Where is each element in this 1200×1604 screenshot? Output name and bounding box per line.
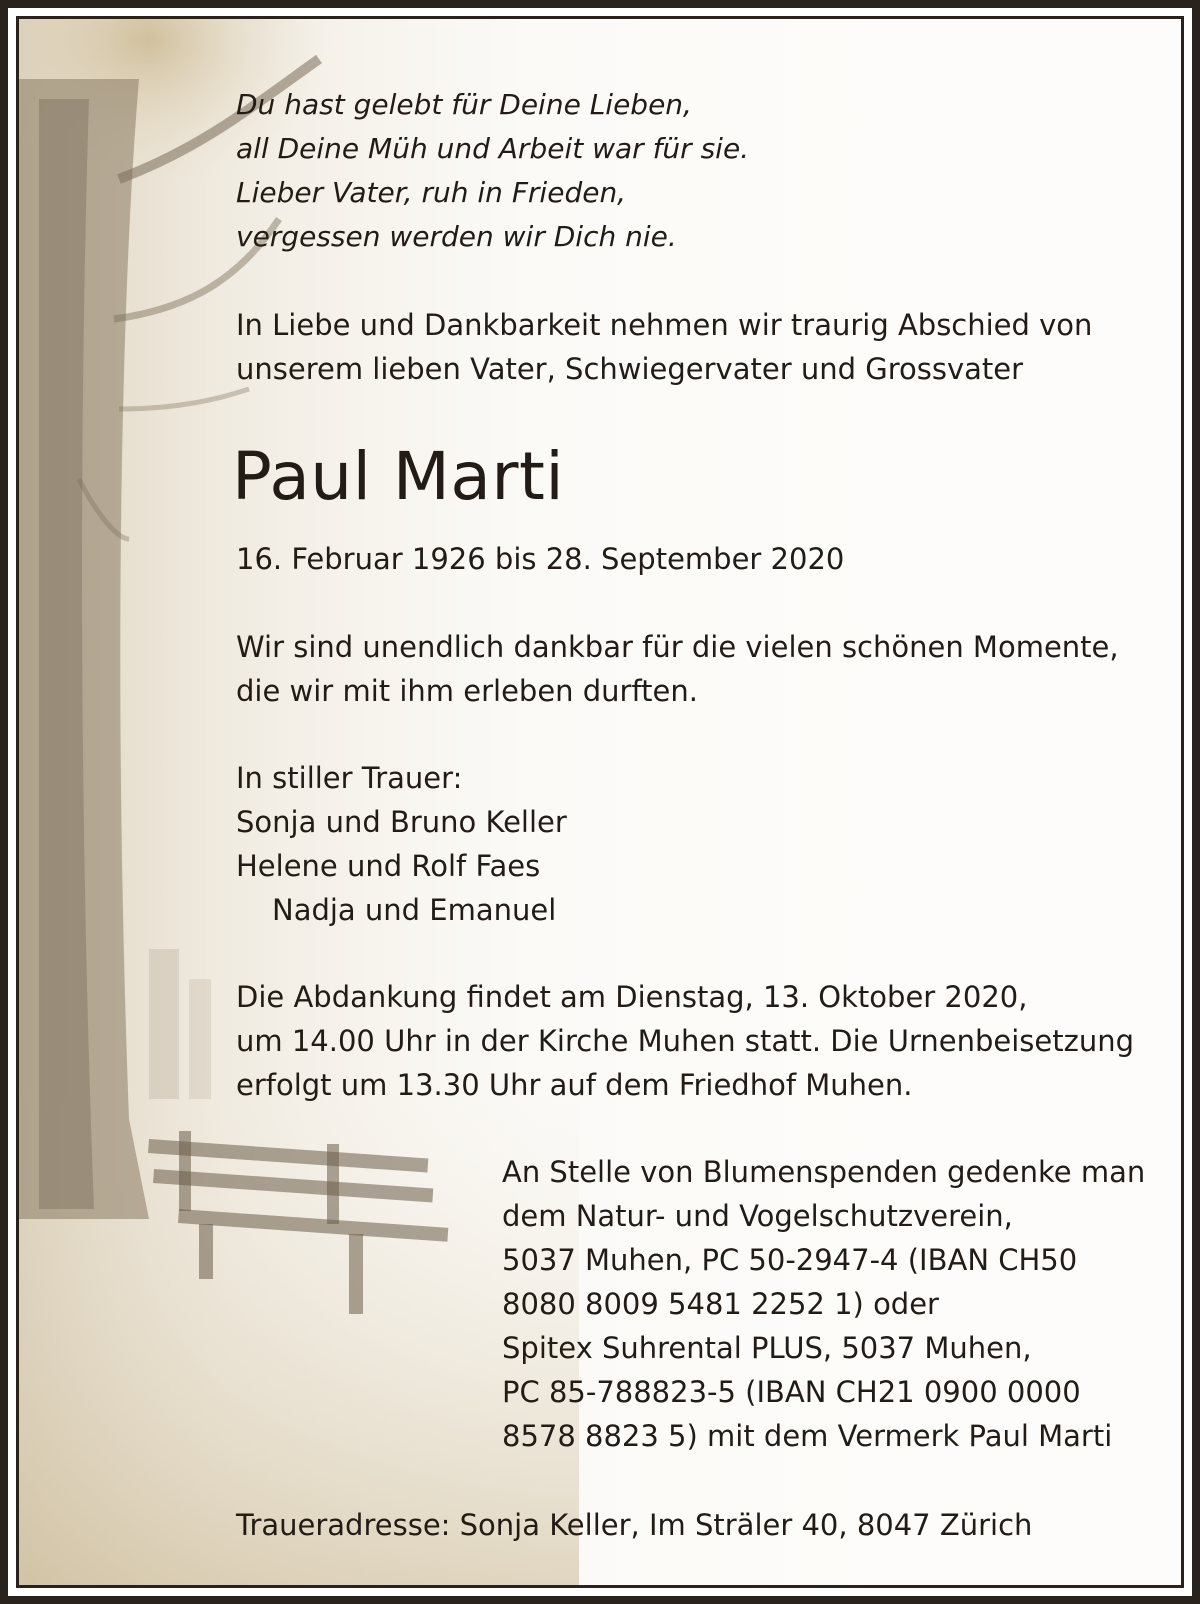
donation-line: 8578 8823 5) mit dem Vermerk Paul Marti bbox=[502, 1419, 1113, 1453]
farewell-intro bbox=[236, 303, 1092, 391]
memorial-poem bbox=[236, 83, 749, 259]
poem-line: all Deine Müh und Arbeit war für sie. bbox=[236, 132, 750, 165]
service-line: Die Abdankung findet am Dienstag, 13. Oktober 2020, bbox=[236, 980, 1028, 1014]
funeral-service-info bbox=[236, 975, 1134, 1107]
mourning-address: Traueradresse: Sonja Keller, Im Sträler 40, 8047 Zürich bbox=[236, 1508, 1033, 1542]
poem-line: Lieber Vater, ruh in Frieden, bbox=[236, 176, 627, 209]
donation-line: An Stelle von Blumenspenden gedenke man bbox=[502, 1155, 1146, 1189]
donation-info bbox=[502, 1150, 1145, 1458]
gratitude-line: Wir sind unendlich dankbar für die vielen schönen Momente, bbox=[236, 630, 1119, 664]
mourners-heading: In stiller Trauer: bbox=[236, 761, 463, 795]
service-line: um 14.00 Uhr in der Kirche Muhen statt. Die Urnenbeisetzung bbox=[236, 1024, 1134, 1058]
deceased-name: Paul Marti bbox=[232, 438, 565, 515]
inner-frame bbox=[16, 16, 1184, 1588]
mourner-name: Nadja und Emanuel bbox=[272, 893, 557, 927]
donation-line: Spitex Suhrental PLUS, 5037 Muhen, bbox=[502, 1331, 1032, 1365]
life-dates: 16. Februar 1926 bis 28. September 2020 bbox=[236, 542, 845, 576]
mourners-list bbox=[236, 756, 567, 932]
donation-line: 8080 8009 5481 2252 1) oder bbox=[502, 1287, 939, 1321]
mourner-name: Sonja und Bruno Keller bbox=[236, 805, 567, 839]
intro-line: unserem lieben Vater, Schwiegervater und Grossvater bbox=[236, 352, 1024, 386]
gratitude-text bbox=[236, 625, 1119, 713]
donation-line: dem Natur- und Vogelschutzverein, bbox=[502, 1199, 1013, 1233]
service-line: erfolgt um 13.30 Uhr auf dem Friedhof Muhen. bbox=[236, 1068, 913, 1102]
poem-line: vergessen werden wir Dich nie. bbox=[236, 220, 677, 253]
donation-line: 5037 Muhen, PC 50-2947-4 (IBAN CH50 bbox=[502, 1243, 1078, 1277]
gratitude-line: die wir mit ihm erleben durften. bbox=[236, 674, 698, 708]
mourner-name: Helene und Rolf Faes bbox=[236, 849, 541, 883]
poem-line: Du hast gelebt für Deine Lieben, bbox=[236, 88, 692, 121]
intro-line: In Liebe und Dankbarkeit nehmen wir traurig Abschied von bbox=[236, 308, 1093, 342]
donation-line: PC 85-788823-5 (IBAN CH21 0900 0000 bbox=[502, 1375, 1081, 1409]
